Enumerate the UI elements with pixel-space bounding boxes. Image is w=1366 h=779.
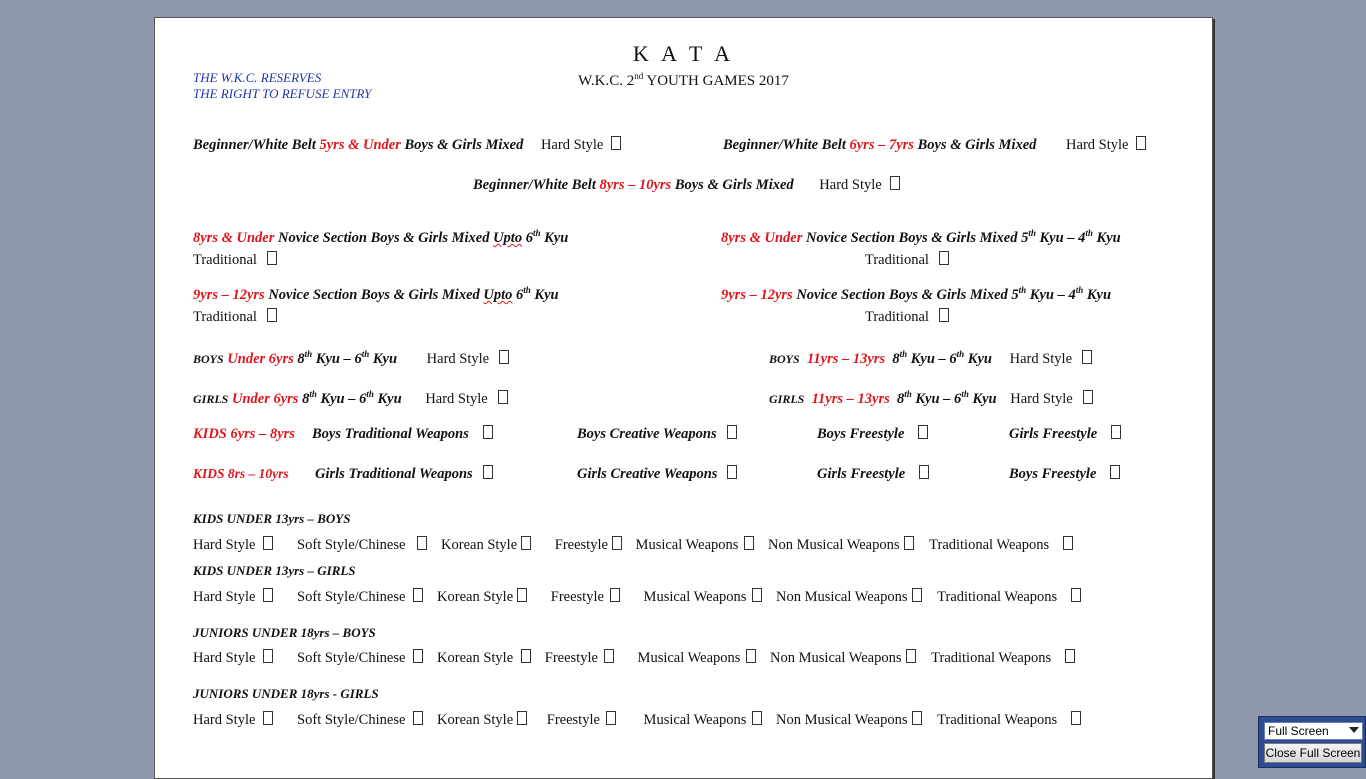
kyu-row-4: GIRLS 11yrs – 13yrs 8th Kyu – 6th Kyu Hard Style [769, 385, 1093, 408]
checkbox[interactable] [1071, 588, 1081, 602]
style-options-row: Hard Style Soft Style/Chinese Korean Style Freestyle Musical Weapons Non Musical Weapons Traditional Weapons [193, 588, 1081, 606]
checkbox[interactable] [263, 588, 273, 602]
checkbox[interactable] [483, 465, 493, 479]
beginner-row-3: Beginner/White Belt 8yrs – 10yrs Boys & Girls Mixed Hard Style [473, 176, 900, 194]
kids-label-2: KIDS 8rs – 10yrs [193, 466, 289, 481]
document-subtitle: W.K.C. 2nd YOUTH GAMES 2017 [578, 71, 789, 89]
kids-label-1: KIDS 6yrs – 8yrs [193, 426, 295, 442]
checkbox[interactable] [267, 251, 277, 265]
document-page [154, 17, 1213, 779]
kids-item: Girls Freestyle [1009, 425, 1121, 443]
checkbox[interactable] [417, 536, 427, 550]
style-options-row: Hard Style Soft Style/Chinese Korean Style Freestyle Musical Weapons Non Musical Weapons Traditional Weapons [193, 536, 1073, 554]
chevron-down-icon [1349, 727, 1359, 733]
checkbox[interactable] [912, 588, 922, 602]
fullscreen-view-select[interactable]: Full Screen [1264, 722, 1363, 740]
checkbox[interactable] [752, 711, 762, 725]
document-title: K A T A [632, 41, 735, 66]
checkbox[interactable] [890, 176, 900, 190]
checkbox[interactable] [612, 536, 622, 550]
kids-item: Boys Freestyle [1009, 465, 1120, 483]
checkbox[interactable] [263, 649, 273, 663]
close-full-screen-button[interactable]: Close Full Screen [1264, 743, 1362, 763]
fullscreen-toolbar [1258, 716, 1366, 768]
checkbox[interactable] [744, 536, 754, 550]
kids-item: Girls Freestyle [817, 465, 929, 483]
checkbox[interactable] [918, 425, 928, 439]
checkbox[interactable] [263, 536, 273, 550]
checkbox[interactable] [1082, 350, 1092, 364]
checkbox[interactable] [1111, 425, 1121, 439]
checkbox[interactable] [521, 536, 531, 550]
notice-line-2: THE RIGHT TO REFUSE ENTRY [193, 86, 372, 101]
checkbox[interactable] [939, 251, 949, 265]
checkbox[interactable] [752, 588, 762, 602]
checkbox[interactable] [499, 350, 509, 364]
checkbox[interactable] [521, 649, 531, 663]
category-heading: KIDS UNDER 13yrs – BOYS [193, 511, 351, 526]
checkbox[interactable] [1110, 465, 1120, 479]
checkbox[interactable] [498, 390, 508, 404]
checkbox[interactable] [912, 711, 922, 725]
checkbox[interactable] [906, 649, 916, 663]
checkbox[interactable] [610, 588, 620, 602]
checkbox[interactable] [483, 425, 493, 439]
checkbox[interactable] [727, 465, 737, 479]
kyu-row-1: BOYS Under 6yrs 8th Kyu – 6th Kyu Hard Style [193, 345, 509, 368]
kids-item: Boys Freestyle [817, 425, 928, 443]
checkbox[interactable] [1136, 136, 1146, 150]
checkbox[interactable] [413, 649, 423, 663]
kids-item: Boys Creative Weapons [577, 425, 737, 443]
kyu-row-3: GIRLS Under 6yrs 8th Kyu – 6th Kyu Hard Style [193, 385, 508, 408]
novice-heading-2: 8yrs & Under Novice Section Boys & Girls Mixed 5th Kyu – 4th Kyu [721, 228, 1121, 246]
category-heading: KIDS UNDER 13yrs – GIRLS [193, 563, 356, 578]
checkbox[interactable] [517, 588, 527, 602]
kyu-row-2: BOYS 11yrs – 13yrs 8th Kyu – 6th Kyu Hard Style [769, 345, 1092, 368]
category-heading: JUNIORS UNDER 18yrs - GIRLS [193, 686, 379, 701]
checkbox[interactable] [727, 425, 737, 439]
kids-item: Boys Traditional Weapons [312, 425, 493, 443]
beginner-row-2: Beginner/White Belt 6yrs – 7yrs Boys & Girls Mixed Hard Style [723, 136, 1146, 154]
checkbox[interactable] [1071, 711, 1081, 725]
novice-style-4: Traditional [865, 308, 949, 326]
checkbox[interactable] [939, 308, 949, 322]
checkbox[interactable] [746, 649, 756, 663]
beginner-row-1: Beginner/White Belt 5yrs & Under Boys & Girls Mixed Hard Style [193, 136, 621, 154]
checkbox[interactable] [604, 649, 614, 663]
checkbox[interactable] [517, 711, 527, 725]
checkbox[interactable] [413, 711, 423, 725]
novice-style-2: Traditional [865, 251, 949, 269]
checkbox[interactable] [1083, 390, 1093, 404]
novice-heading-4: 9yrs – 12yrs Novice Section Boys & Girls Mixed 5th Kyu – 4th Kyu [721, 285, 1112, 303]
checkbox[interactable] [611, 136, 621, 150]
style-options-row: Hard Style Soft Style/Chinese Korean Style Freestyle Musical Weapons Non Musical Weapons Traditional Weapons [193, 711, 1081, 729]
kids-item: Girls Creative Weapons [577, 465, 737, 483]
checkbox[interactable] [919, 465, 929, 479]
checkbox[interactable] [413, 588, 423, 602]
checkbox[interactable] [1063, 536, 1073, 550]
style-options-row: Hard Style Soft Style/Chinese Korean Style Freestyle Musical Weapons Non Musical Weapons Traditional Weapons [193, 649, 1075, 667]
kids-item: Girls Traditional Weapons [315, 465, 493, 483]
novice-heading-3: 9yrs – 12yrs Novice Section Boys & Girls Mixed Upto 6th Kyu [193, 285, 559, 303]
novice-style-1: Traditional [193, 251, 277, 269]
checkbox[interactable] [1065, 649, 1075, 663]
checkbox[interactable] [263, 711, 273, 725]
novice-heading-1: 8yrs & Under Novice Section Boys & Girls Mixed Upto 6th Kyu [193, 228, 569, 246]
checkbox[interactable] [904, 536, 914, 550]
notice-line-1: THE W.K.C. RESERVES [193, 70, 322, 85]
category-heading: JUNIORS UNDER 18yrs – BOYS [193, 625, 376, 640]
novice-style-3: Traditional [193, 308, 277, 326]
checkbox[interactable] [606, 711, 616, 725]
checkbox[interactable] [267, 308, 277, 322]
